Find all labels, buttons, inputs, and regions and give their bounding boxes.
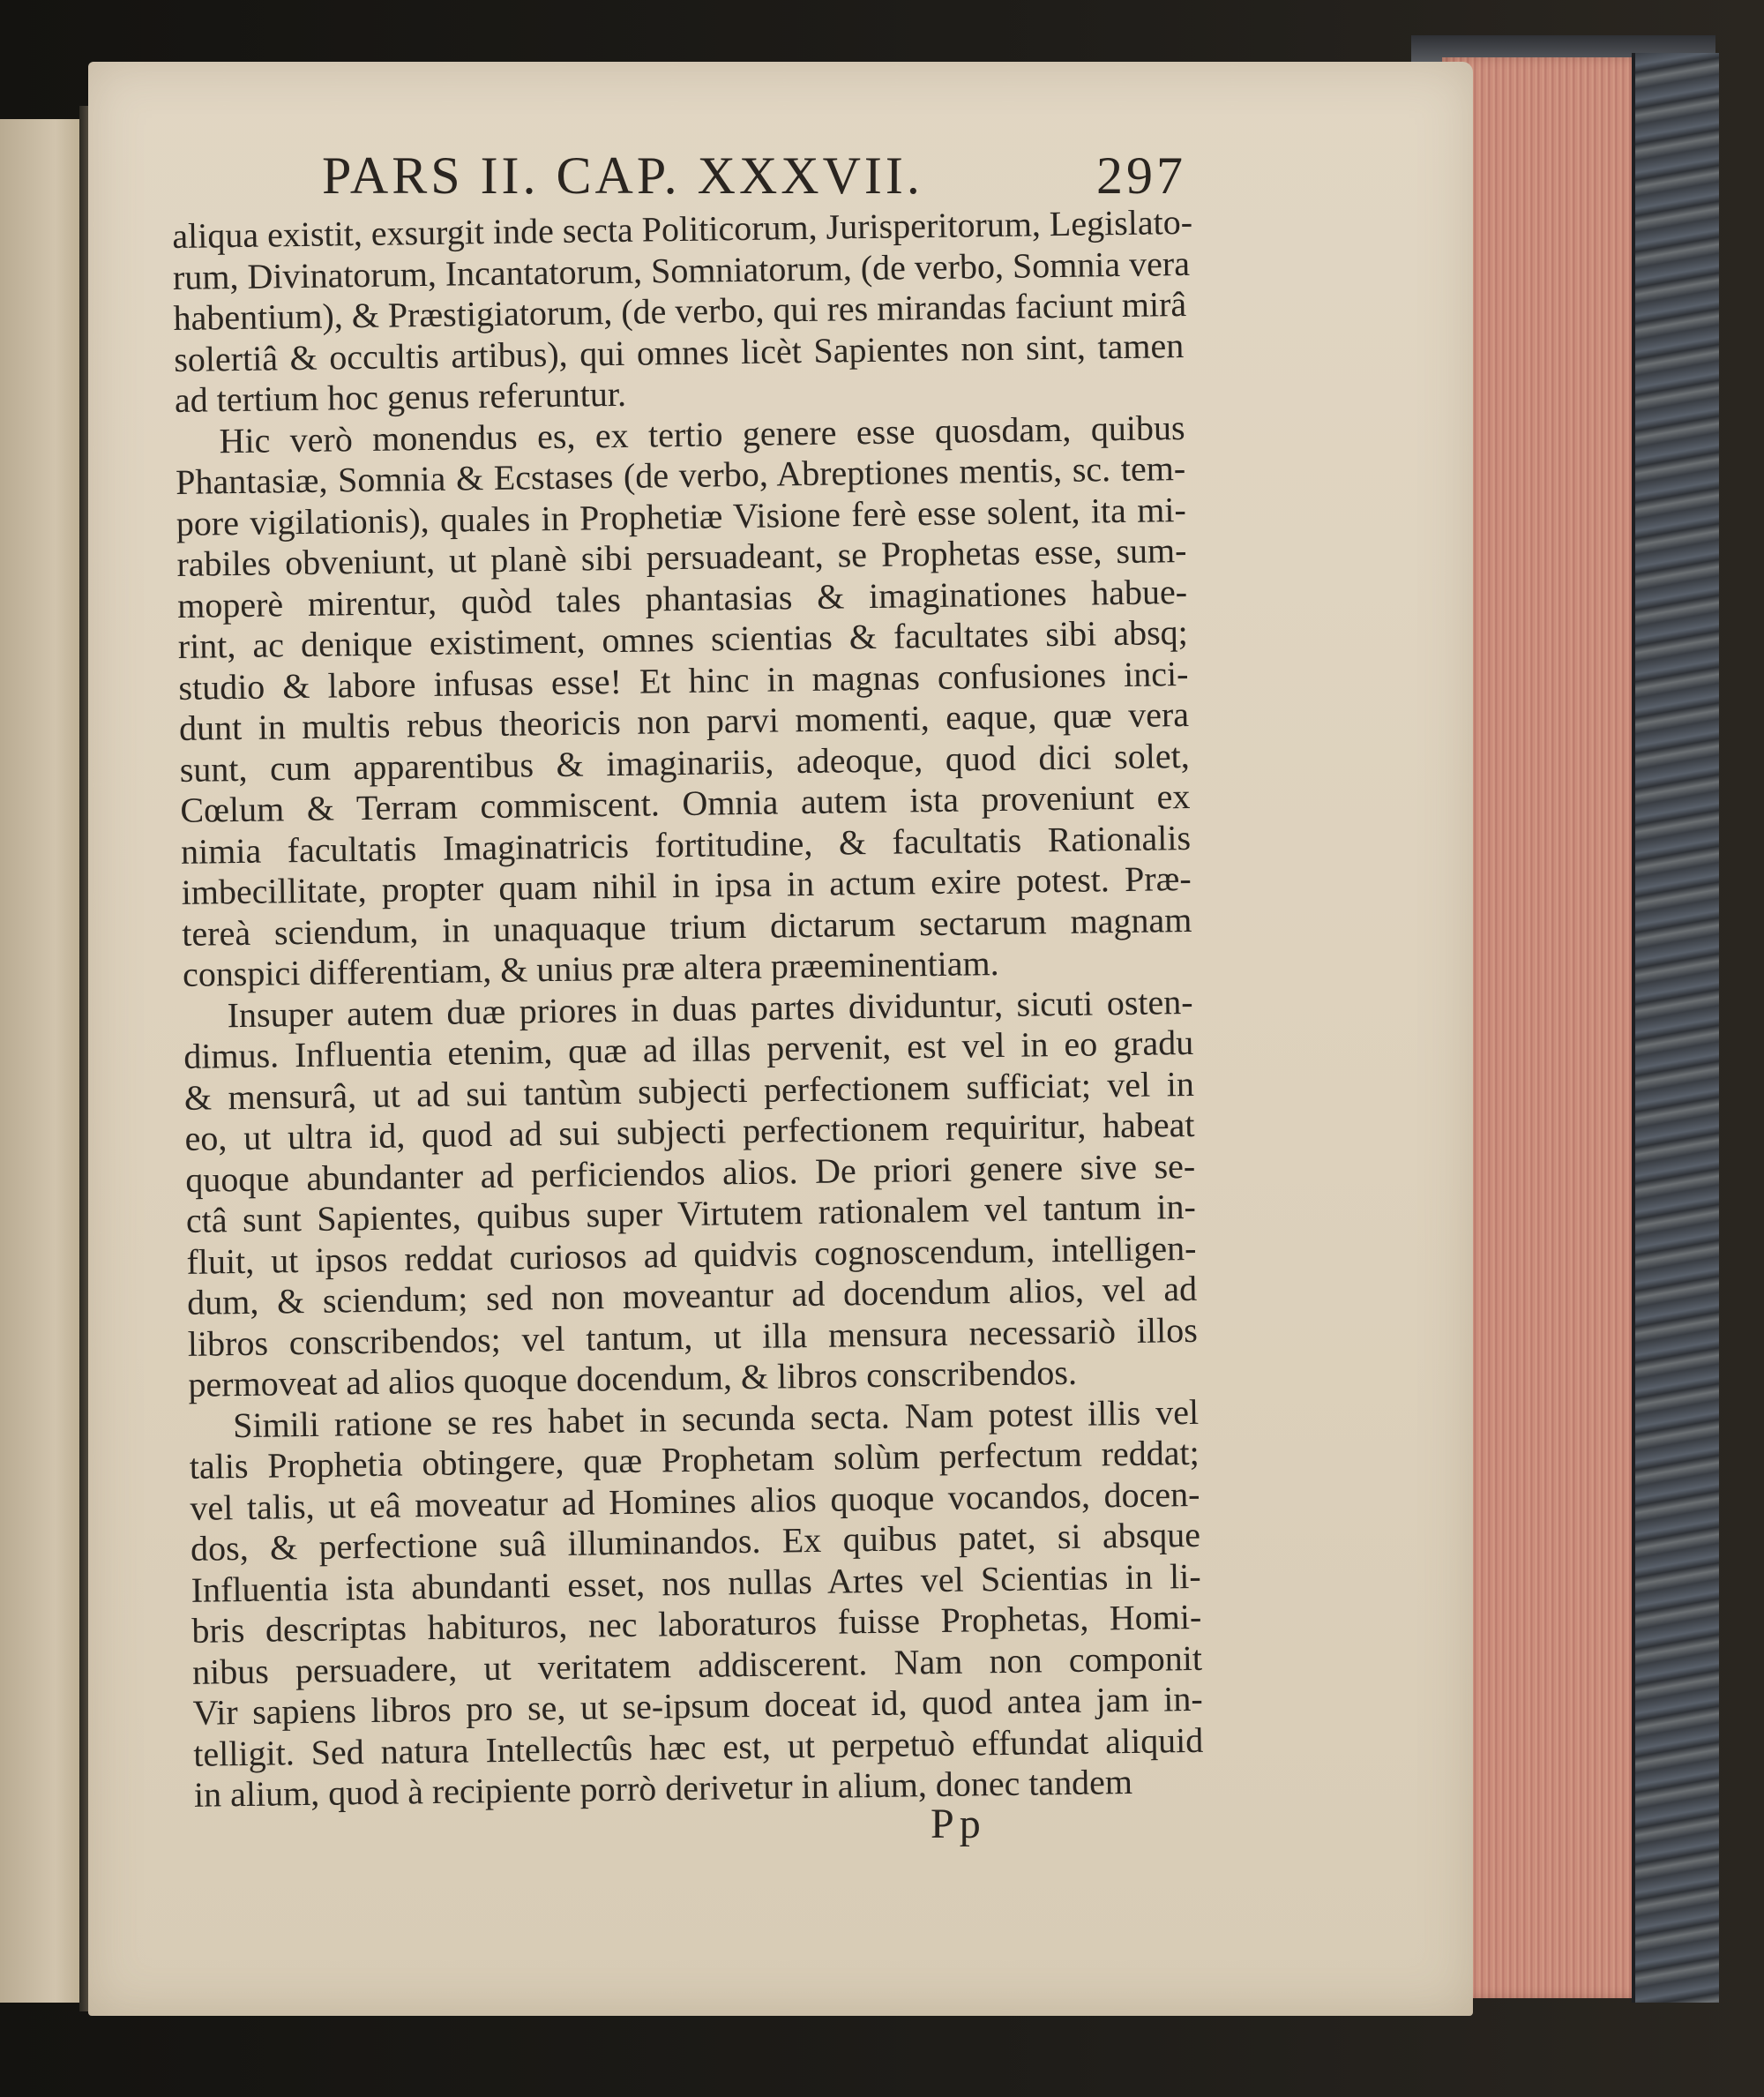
text-line: tereà sciendum, in unaquaque trium dictarum sectarum magnam [182,899,1192,954]
marbled-cover-edge [1632,53,1719,2003]
text-line: moperè mirentur, quòd tales phantasias & imaginationes habue- [176,571,1188,625]
text-line: pore vigilationis), quales in Prophetiæ Visione ferè esse solent, ita mi- [176,489,1187,543]
text-line: conspici differentiam, & unius præ altera præeminentiam. [182,942,999,994]
text-line: Phantasiæ, Somnia & Ecstases (de verbo, Abreptiones mentis, sc. tem- [175,447,1186,502]
text-line: dos, & perfectione suâ illuminandos. Ex quibus patet, si absque [190,1514,1201,1569]
text-line: Cœlum & Terram commiscent. Omnia autem ista proveniunt ex [180,775,1191,830]
text-line: vel talis, ut eâ moveatur ad Homines alios quoque vocandos, docen- [190,1473,1200,1528]
text-line: in alium, quod à recipiente porrò derivetur in alium, donec tandem [193,1761,1133,1815]
text-line: libros conscribendos; vel tantum, ut illa mensura necessariò illos [187,1309,1199,1364]
text-line: quoque abundanter ad perficiendos alios. De priori genere sive se- [184,1145,1196,1200]
running-head-title: PARS II. CAP. XXXVII. [322,146,923,205]
body-text [172,202,1204,1816]
text-line: dum, & sciendum; sed non moveantur ad docendum alios, vel ad [186,1268,1198,1322]
text-line: eo, ut ultra id, quod ad sui subjecti perfectionem requiritur, habeat [184,1104,1195,1158]
running-head [322,146,1186,206]
text-line: telligit. Sed natura Intellectûs hæc est, ut perpetuò effundat aliquid [193,1719,1204,1774]
text-line: habentium), & Præstigiatorum, (de verbo, qui res mirandas faciunt mirâ [173,283,1187,338]
text-line: ad tertium hoc genus referuntur. [174,373,627,420]
text-line: studio & labore infusas esse! Et hinc in magnas confusiones inci- [178,653,1189,708]
text-line: permoveat ad alios quoque docendum, & libros conscribendos. [188,1352,1078,1404]
text-line: solertiâ & occultis artibus), qui omnes licèt Sapientes non sint, tamen [173,325,1185,379]
text-line: fluit, ut ipsos reddat curiosos ad quidvis cognoscendum, intelligen- [186,1227,1197,1282]
text-line: sunt, cum apparentibus & imaginariis, adeoque, quod dici solet, [179,735,1190,790]
text-line: imbecillitate, propter quam nihil in ipsa in actum exire potest. Præ- [181,858,1192,912]
text-line: Insuper autem duæ priores in duas partes dividuntur, sicuti osten- [227,981,1193,1035]
text-line: dunt in multis rebus theoricis non parvi momenti, eaque, quæ vera [178,693,1190,748]
text-line: rum, Divinatorum, Incantatorum, Somniatorum, (de verbo, Somnia vera [172,243,1191,297]
text-line: aliqua existit, exsurgit inde secta Politicorum, Jurisperitorum, Legislato- [172,201,1193,256]
text-line: rint, ac denique existiment, omnes scientias & facultates sibi absq; [177,611,1189,666]
previous-page-edge [0,119,85,2003]
text-line: talis Prophetia obtingere, quæ Prophetam solùm perfectum reddat; [189,1432,1200,1487]
page-number: 297 [1096,146,1186,205]
text-line: rabiles obveniunt, ut planè sibi persuadeant, se Prophetas esse, sum- [176,529,1187,584]
text-line: Vir sapiens libros pro se, ut se-ipsum doceat id, quod antea jam in- [192,1678,1203,1733]
text-line: nimia facultatis Imaginatricis fortitudine, & facultatis Rationalis [180,817,1192,872]
text-line: ctâ sunt Sapientes, quibus super Virtutem rationalem vel tantum in- [185,1186,1197,1240]
text-line: dimus. Influentia etenim, quæ ad illas pervenit, est vel in eo gradu [183,1022,1194,1076]
text-line: & mensurâ, ut ad sui tantùm subjecti perfectionem sufficiat; vel in [183,1063,1195,1118]
text-line: bris descriptas habituros, nec laboraturos fuisse Prophetas, Homi- [191,1596,1202,1651]
text-line: nibus persuadere, ut veritatem addiscerent. Nam non componit [191,1637,1203,1692]
text-line: Simili ratione se res habet in secunda secta. Nam potest illis vel [232,1391,1200,1445]
text-line: Influentia ista abundanti esset, nos nullas Artes vel Scientias in li- [191,1555,1201,1610]
text-line: Hic verò monendus es, ex tertio genere esse quosdam, quibus [219,407,1185,461]
signature-mark: Pp [931,1801,986,1847]
